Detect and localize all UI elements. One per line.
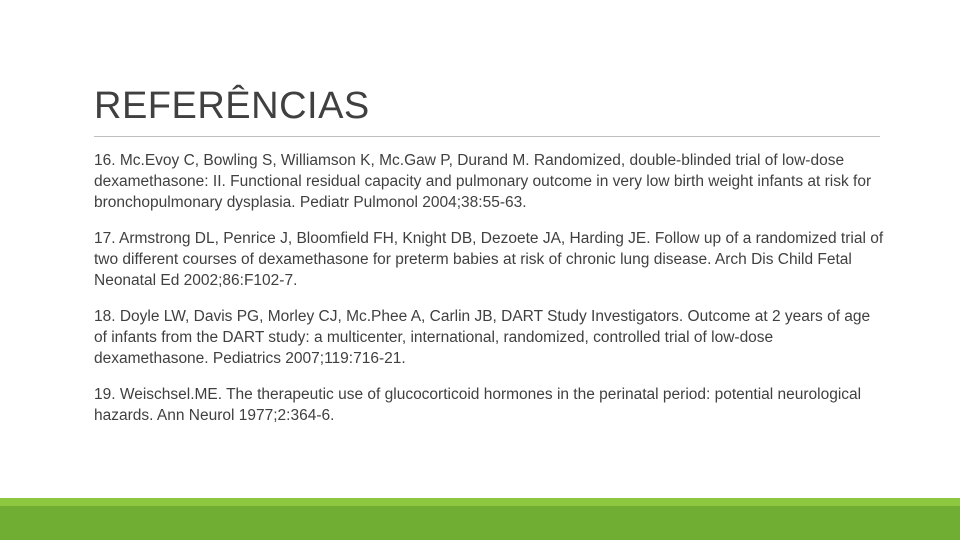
footer-bar-light [0,498,960,506]
reference-item-19: 19. Weischsel.ME. The therapeutic use of glucocorticoid hormones in the perinatal period: potential neurological hazards. Ann Neurol 1977;2:364-6. [94,386,862,424]
footer-bar-dark [0,506,960,540]
title-divider [94,136,880,137]
reference-list [94,150,884,441]
reference-item-18: 18. Doyle LW, Davis PG, Morley CJ, Mc.Phee A, Carlin JB, DART Study Investigators. Outcome at 2 years of age of infants from the DART study: a multicenter, international, randomized, controlled trial of low-dose dexamethasone. Pediatrics 2007;119:716-21. [94,308,871,367]
reference-item-17: 17. Armstrong DL, Penrice J, Bloomfield FH, Knight DB, Dezoete JA, Harding JE. Follow up of a randomized trial of two different courses of dexamethasone for preterm babies at risk of chronic lung disease. Arch Dis Child Fetal Neonatal Ed 2002;86:F102-7. [94,230,884,289]
footer-accent-bar [0,498,960,540]
reference-item-16: 16. Mc.Evoy C, Bowling S, Williamson K, Mc.Gaw P, Durand M. Randomized, double-blinded trial of low-dose dexamethasone: II. Functional residual capacity and pulmonary outcome in very low birth weight infants at risk for bronchopulmonary dysplasia. Pediatr Pulmonol 2004;38:55-63. [94,152,872,211]
slide-title: REFERÊNCIAS [94,85,370,127]
